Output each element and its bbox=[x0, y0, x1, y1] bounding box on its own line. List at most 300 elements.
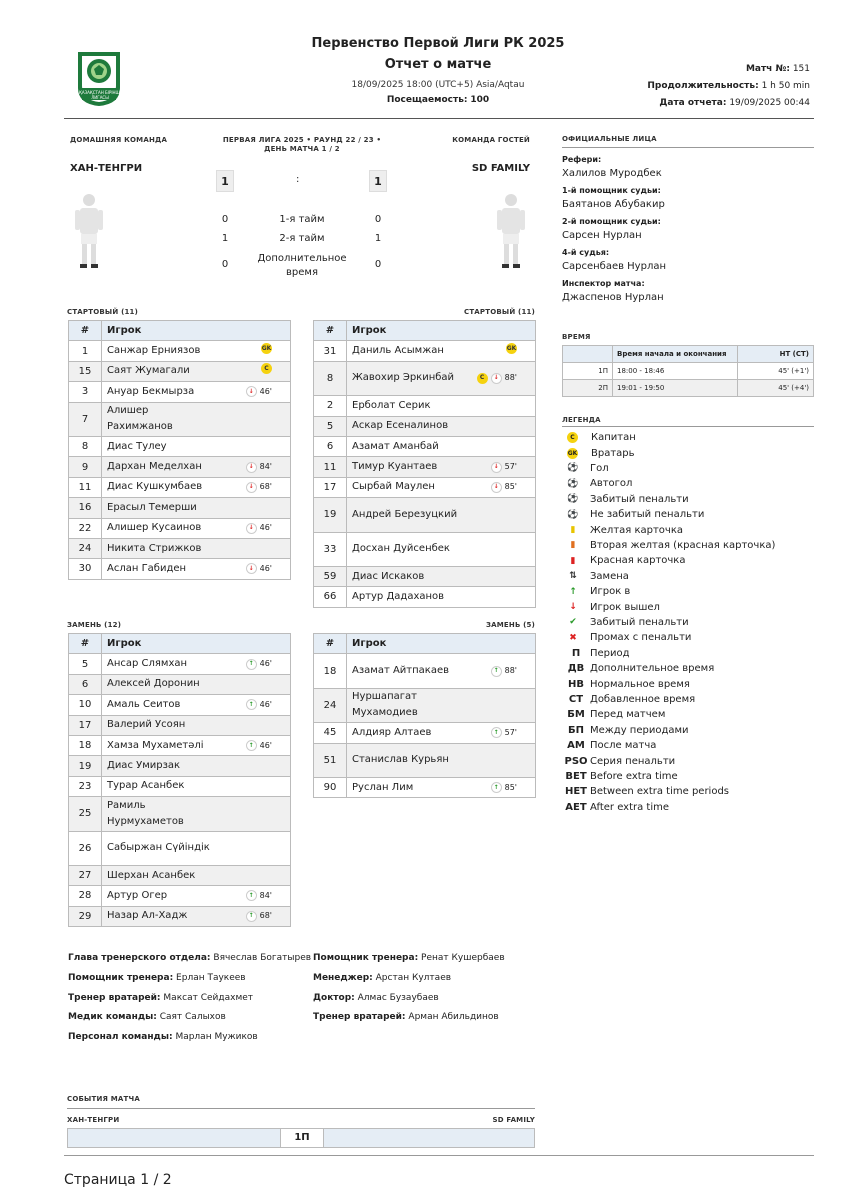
player-cell bbox=[102, 436, 291, 456]
goalkeeper-icon: GK bbox=[261, 343, 272, 354]
legend-icon: ⚽ bbox=[567, 463, 579, 474]
home-staff-line: Глава тренерского отдела: Вячеслав Богатырев bbox=[68, 953, 312, 963]
legend-label: Between extra time periods bbox=[590, 786, 730, 798]
player-in-icon: ↑ bbox=[246, 911, 257, 922]
player-row bbox=[314, 477, 536, 497]
official-name: Сарсен Нурлан bbox=[562, 230, 642, 241]
period-away-score: 0 bbox=[374, 259, 382, 270]
legend-label: Before extra time bbox=[590, 770, 678, 782]
player-name: Станислав Курьян bbox=[352, 754, 449, 766]
legend-label: Желтая карточка bbox=[590, 524, 683, 536]
player-name: Нуршапагат Мухамодиев bbox=[352, 691, 418, 719]
legend-item bbox=[566, 522, 683, 537]
legend-icon: НВ bbox=[568, 678, 584, 690]
player-name: Ансар Слямхан bbox=[107, 658, 188, 670]
events-away: SD FAMILY bbox=[492, 1116, 535, 1124]
player-events bbox=[246, 479, 272, 495]
legend-icon: ▮ bbox=[570, 540, 576, 551]
event-minute: 84' bbox=[259, 890, 272, 900]
player-out-icon: ↓ bbox=[491, 373, 502, 384]
player-out-icon: ↓ bbox=[491, 482, 502, 493]
event-minute: 57' bbox=[504, 727, 517, 737]
official-role: 1-й помощник судьи: bbox=[562, 186, 661, 195]
player-name: Саят Жумагали bbox=[107, 365, 190, 377]
player-name: Алишер Кусаинов bbox=[107, 522, 202, 534]
player-name: Азамат Айтпакаев bbox=[352, 665, 450, 677]
player-number: 19 bbox=[69, 756, 102, 776]
legend-label: After extra time bbox=[590, 801, 670, 813]
legend-icon: ⇅ bbox=[569, 571, 577, 582]
player-cell bbox=[102, 341, 291, 361]
player-cell bbox=[347, 396, 536, 416]
player-row bbox=[314, 723, 536, 743]
player-name: Ерасыл Темерши bbox=[107, 501, 197, 513]
event-minute: 46' bbox=[259, 740, 272, 750]
player-number: 45 bbox=[314, 723, 347, 743]
player-number: 17 bbox=[69, 715, 102, 735]
legend-label: Период bbox=[590, 647, 630, 659]
player-cell bbox=[347, 477, 536, 497]
player-name: Диас Искаков bbox=[352, 570, 425, 582]
event-minute: 85' bbox=[504, 782, 517, 792]
player-cell bbox=[102, 797, 291, 831]
player-row bbox=[69, 715, 291, 735]
away-kit-figure bbox=[494, 190, 528, 272]
legend-item bbox=[566, 430, 636, 445]
player-cell bbox=[102, 457, 291, 477]
player-name: Санжар Ерниязов bbox=[107, 345, 201, 357]
legend-icon: ⚽ bbox=[567, 494, 579, 505]
player-in-icon: ↑ bbox=[246, 699, 257, 710]
time-title: ВРЕМЯ bbox=[562, 333, 591, 341]
player-number: 5 bbox=[69, 654, 102, 674]
player-name: Диас Умирзак bbox=[107, 760, 181, 772]
player-out-icon: ↓ bbox=[246, 462, 257, 473]
player-cell bbox=[347, 361, 536, 395]
player-number: 6 bbox=[69, 674, 102, 694]
player-row bbox=[314, 457, 536, 477]
player-cell bbox=[102, 886, 291, 906]
player-name: Назар Ал-Хадж bbox=[107, 910, 188, 922]
legend-item bbox=[566, 753, 675, 768]
legend-icon: HET bbox=[564, 786, 588, 798]
legend-icon: BET bbox=[565, 770, 587, 782]
away-staff-line: Менеджер: Арстан Култаев bbox=[313, 973, 452, 983]
legend-label: Игрок в bbox=[590, 586, 631, 598]
legend-label: Промах с пенальти bbox=[590, 632, 692, 644]
player-events bbox=[491, 780, 517, 796]
legend-icon: ✖ bbox=[569, 632, 577, 643]
legend-icon: PSO bbox=[564, 755, 588, 767]
player-cell bbox=[102, 559, 291, 579]
home-subs-title: ЗАМЕНЬ (12) bbox=[67, 621, 122, 629]
match-duration: Продолжительность: 1 h 50 min bbox=[647, 81, 810, 91]
home-kit-figure bbox=[72, 190, 106, 272]
player-in-icon: ↑ bbox=[246, 740, 257, 751]
player-events bbox=[506, 343, 517, 354]
player-out-icon: ↓ bbox=[246, 523, 257, 534]
legend-icon: ⚽ bbox=[567, 478, 579, 489]
legend-item bbox=[566, 800, 669, 815]
events-bar bbox=[67, 1128, 535, 1148]
player-number: 9 bbox=[69, 457, 102, 477]
event-minute: 46' bbox=[259, 699, 272, 709]
legend-item bbox=[566, 461, 609, 476]
player-name: Турар Асанбек bbox=[107, 780, 185, 792]
player-row bbox=[69, 906, 291, 926]
player-name: Жавохир Эркинбай bbox=[352, 372, 455, 384]
player-number: 15 bbox=[69, 361, 102, 381]
player-cell bbox=[102, 538, 291, 558]
player-number: 2 bbox=[314, 396, 347, 416]
player-cell bbox=[347, 723, 536, 743]
player-row bbox=[69, 498, 291, 518]
footer-divider bbox=[64, 1155, 814, 1156]
player-cell bbox=[102, 756, 291, 776]
official-name: Сарсенбаев Нурлан bbox=[562, 261, 667, 272]
player-row bbox=[69, 886, 291, 906]
legend-label: Забитый пенальти bbox=[590, 616, 689, 628]
official-name: Халилов Муродбек bbox=[562, 168, 662, 179]
player-number: 30 bbox=[69, 559, 102, 579]
player-events bbox=[491, 725, 517, 741]
period-label: 1-я тайм bbox=[279, 214, 325, 225]
player-out-icon: ↓ bbox=[246, 386, 257, 397]
player-events bbox=[491, 663, 517, 679]
player-name: Ерболат Серик bbox=[352, 399, 431, 411]
away-team-name: SD FAMILY bbox=[471, 163, 530, 174]
event-minute: 46' bbox=[259, 386, 272, 396]
player-row bbox=[69, 831, 291, 865]
player-cell bbox=[102, 518, 291, 538]
legend-label: Капитан bbox=[591, 432, 636, 444]
player-number: 25 bbox=[69, 797, 102, 831]
legend-item bbox=[566, 784, 729, 799]
player-name: Диас Тулеу bbox=[107, 440, 167, 452]
away-starting-table bbox=[313, 320, 536, 608]
player-row bbox=[69, 382, 291, 402]
report-title: Первенство Первой Лиги РК 2025 bbox=[311, 36, 565, 51]
event-minute: 46' bbox=[259, 523, 272, 533]
player-row bbox=[314, 688, 536, 722]
away-subs-title: ЗАМЕНЬ (5) bbox=[485, 621, 535, 629]
col-number-header: # bbox=[69, 634, 102, 654]
player-name: Дархан Меделхан bbox=[107, 461, 202, 473]
home-team-header: ДОМАШНЯЯ КОМАНДА bbox=[70, 136, 168, 144]
player-in-icon: ↑ bbox=[491, 782, 502, 793]
player-cell bbox=[347, 654, 536, 688]
events-period: 1П bbox=[280, 1128, 324, 1148]
player-row bbox=[314, 777, 536, 797]
player-number: 1 bbox=[69, 341, 102, 361]
legend-icon: ДВ bbox=[567, 663, 585, 675]
col-player-header: Игрок bbox=[347, 634, 536, 654]
officials-title: ОФИЦИАЛЬНЫЕ ЛИЦА bbox=[562, 135, 657, 143]
event-minute: 68' bbox=[259, 911, 272, 921]
player-name: Рамиль Нурмухаметов bbox=[107, 799, 184, 827]
official-role: 4-й судья: bbox=[562, 248, 610, 257]
away-team-header: КОМАНДА ГОСТЕЙ bbox=[452, 136, 530, 144]
player-number: 5 bbox=[314, 416, 347, 436]
col-number-header: # bbox=[314, 634, 347, 654]
player-name: Андрей Березуцкий bbox=[352, 508, 458, 520]
event-minute: 88' bbox=[504, 666, 517, 676]
player-number: 3 bbox=[69, 382, 102, 402]
player-cell bbox=[102, 865, 291, 885]
official-name: Джаспенов Нурлан bbox=[562, 292, 664, 303]
events-title: СОБЫТИЯ МАТЧА bbox=[67, 1095, 140, 1103]
period-away-score: 1 bbox=[374, 233, 382, 244]
player-row bbox=[314, 654, 536, 688]
legend-item bbox=[566, 615, 689, 630]
legend-label: Красная карточка bbox=[590, 555, 686, 567]
player-row bbox=[69, 695, 291, 715]
player-row bbox=[314, 361, 536, 395]
player-row bbox=[314, 532, 536, 566]
legend-item bbox=[566, 584, 630, 599]
player-out-icon: ↓ bbox=[246, 563, 257, 574]
player-row bbox=[69, 735, 291, 755]
player-cell bbox=[347, 498, 536, 532]
legend-label: Серия пенальти bbox=[590, 755, 676, 767]
player-number: 90 bbox=[314, 777, 347, 797]
player-name: Руслан Лим bbox=[352, 781, 414, 793]
away-staff-line: Тренер вратарей: Арман Абильдинов bbox=[313, 1012, 499, 1022]
player-cell bbox=[347, 743, 536, 777]
player-cell bbox=[102, 654, 291, 674]
player-number: 27 bbox=[69, 865, 102, 885]
player-events bbox=[261, 343, 272, 354]
player-cell bbox=[347, 587, 536, 607]
player-name: Амаль Сеитов bbox=[107, 698, 181, 710]
player-row bbox=[69, 559, 291, 579]
away-staff-line: Помощник тренера: Ренат Кушербаев bbox=[313, 953, 505, 963]
legend-item bbox=[566, 507, 704, 522]
event-minute: 84' bbox=[259, 462, 272, 472]
legend-icon: АМ bbox=[567, 740, 585, 752]
home-team-name: ХАН-ТЕНГРИ bbox=[70, 163, 143, 174]
player-row bbox=[69, 341, 291, 361]
player-number: 10 bbox=[69, 695, 102, 715]
legend-icon: БМ bbox=[567, 709, 585, 721]
player-cell bbox=[102, 776, 291, 796]
legend-icon: AET bbox=[565, 801, 587, 813]
player-row bbox=[69, 436, 291, 456]
page-number: Страница 1 / 2 bbox=[64, 1172, 172, 1188]
player-number: 29 bbox=[69, 906, 102, 926]
player-row bbox=[69, 797, 291, 831]
player-number: 28 bbox=[69, 886, 102, 906]
player-name: Валерий Усоян bbox=[107, 719, 186, 731]
player-name: Алексей Доронин bbox=[107, 678, 200, 690]
away-subs-table bbox=[313, 633, 536, 798]
player-cell bbox=[102, 402, 291, 436]
player-name: Тимур Куантаев bbox=[352, 461, 438, 473]
col-number-header: # bbox=[314, 321, 347, 341]
player-row bbox=[69, 457, 291, 477]
legend-label: После матча bbox=[590, 740, 657, 752]
legend-icon: БП bbox=[568, 724, 584, 736]
home-subs-table bbox=[68, 633, 291, 927]
player-name: Ануар Бекмырза bbox=[107, 385, 195, 397]
away-starting-title: СТАРТОВЫЙ (11) bbox=[463, 308, 535, 316]
period-home-score: 1 bbox=[221, 233, 229, 244]
period-home-score: 0 bbox=[221, 214, 229, 225]
legend-label: Вторая желтая (красная карточка) bbox=[590, 539, 776, 551]
player-row bbox=[69, 776, 291, 796]
player-name: Сабыржан Сүйіндік bbox=[107, 842, 210, 854]
time-table: Время начала и окончания HT (CT) 1П 18:00 - 18:46 45' (+1') 2П 19:01 - 19:50 45' (+4') bbox=[562, 345, 814, 397]
player-number: 19 bbox=[314, 498, 347, 532]
event-minute: 46' bbox=[259, 563, 272, 573]
player-cell bbox=[102, 674, 291, 694]
player-row bbox=[314, 416, 536, 436]
period-home-score: 0 bbox=[221, 259, 229, 270]
player-events bbox=[491, 479, 517, 495]
captain-icon: C bbox=[261, 363, 272, 374]
player-number: 11 bbox=[69, 477, 102, 497]
player-number: 31 bbox=[314, 341, 347, 361]
player-events bbox=[246, 697, 272, 713]
player-name: Алишер Рахимжанов bbox=[107, 405, 173, 433]
player-cell bbox=[347, 532, 536, 566]
legend-label: Гол bbox=[590, 462, 609, 474]
legend-label: Перед матчем bbox=[590, 709, 666, 721]
home-staff-line: Персонал команды: Марлан Мужиков bbox=[68, 1032, 258, 1042]
legend-item bbox=[566, 661, 714, 676]
player-name: Никита Стрижков bbox=[107, 542, 202, 554]
player-cell bbox=[102, 361, 291, 381]
legend-item bbox=[566, 476, 632, 491]
player-name: Даниль Асымжан bbox=[352, 345, 444, 357]
player-out-icon: ↓ bbox=[246, 482, 257, 493]
event-minute: 57' bbox=[504, 462, 517, 472]
away-goals: 1 bbox=[369, 170, 387, 192]
player-name: Азамат Аманбай bbox=[352, 440, 439, 452]
home-staff-line: Помощник тренера: Ерлан Таукеев bbox=[68, 973, 246, 983]
period-label: Дополнительное время bbox=[257, 253, 347, 278]
away-staff-line: Доктор: Алмас Бузаубаев bbox=[313, 993, 439, 1003]
col-player-header: Игрок bbox=[102, 321, 291, 341]
player-number: 11 bbox=[314, 457, 347, 477]
player-name: Алдияр Алтаев bbox=[352, 726, 432, 738]
official-role: Рефери: bbox=[562, 155, 602, 164]
player-cell bbox=[102, 498, 291, 518]
player-name: Диас Кушкумбаев bbox=[107, 481, 203, 493]
player-number: 7 bbox=[69, 402, 102, 436]
player-number: 6 bbox=[314, 436, 347, 456]
legend-item bbox=[566, 738, 656, 753]
player-cell bbox=[102, 831, 291, 865]
legend-icon: C bbox=[567, 432, 578, 443]
legend-divider bbox=[562, 426, 814, 427]
attendance: Посещаемость: 100 bbox=[386, 95, 490, 105]
score-separator: : bbox=[296, 174, 300, 185]
player-cell bbox=[347, 341, 536, 361]
period-away-score: 0 bbox=[374, 214, 382, 225]
player-in-icon: ↑ bbox=[246, 659, 257, 670]
legend-label: Вратарь bbox=[591, 447, 635, 459]
player-number: 23 bbox=[69, 776, 102, 796]
legend-icon: СТ bbox=[568, 693, 584, 705]
player-name: Шерхан Асанбек bbox=[107, 869, 196, 881]
legend-label: Нормальное время bbox=[590, 678, 690, 690]
home-staff-line: Медик команды: Саят Салыхов bbox=[68, 1012, 226, 1022]
player-number: 18 bbox=[314, 654, 347, 688]
player-events bbox=[246, 738, 272, 754]
logo-text: ҚАЗАҚСТАН БІРІНШІ ЛИГАСЫ bbox=[79, 90, 121, 100]
player-events bbox=[246, 888, 272, 904]
player-number: 24 bbox=[69, 538, 102, 558]
legend-label: Замена bbox=[590, 570, 629, 582]
player-cell bbox=[347, 688, 536, 722]
player-events bbox=[261, 363, 272, 374]
player-row bbox=[69, 654, 291, 674]
legend-label: Дополнительное время bbox=[590, 663, 715, 675]
player-name: Аскар Есеналинов bbox=[352, 420, 449, 432]
player-events bbox=[477, 370, 517, 386]
legend-item bbox=[566, 676, 690, 691]
player-name: Артур Огер bbox=[107, 889, 168, 901]
player-row bbox=[314, 396, 536, 416]
player-cell bbox=[102, 382, 291, 402]
player-number: 59 bbox=[314, 566, 347, 586]
player-cell bbox=[102, 715, 291, 735]
player-cell bbox=[347, 566, 536, 586]
round-info: ПЕРВАЯ ЛИГА 2025 • РАУНД 22 / 23 • ДЕНЬ МАТЧА 1 / 2 bbox=[222, 136, 382, 153]
player-row bbox=[314, 341, 536, 361]
player-number: 17 bbox=[314, 477, 347, 497]
player-events bbox=[246, 656, 272, 672]
legend-icon: ▮ bbox=[570, 525, 576, 536]
events-divider bbox=[67, 1108, 535, 1109]
event-minute: 85' bbox=[504, 482, 517, 492]
col-player-header: Игрок bbox=[347, 321, 536, 341]
player-number: 8 bbox=[314, 361, 347, 395]
legend-title: ЛЕГЕНДА bbox=[562, 416, 601, 424]
legend-item bbox=[566, 445, 635, 460]
player-number: 16 bbox=[69, 498, 102, 518]
player-cell bbox=[102, 735, 291, 755]
legend-item bbox=[566, 769, 678, 784]
legend-item bbox=[566, 538, 775, 553]
player-in-icon: ↑ bbox=[246, 890, 257, 901]
player-cell bbox=[102, 695, 291, 715]
player-row bbox=[69, 402, 291, 436]
official-role: 2-й помощник судьи: bbox=[562, 217, 661, 226]
legend-label: Игрок вышел bbox=[590, 601, 660, 613]
legend-icon: ⚽ bbox=[567, 509, 579, 520]
player-name: Хамза Мухаметәлі bbox=[107, 739, 204, 751]
official-name: Баятанов Абубакир bbox=[562, 199, 665, 210]
home-starting-table bbox=[68, 320, 291, 580]
player-cell bbox=[102, 906, 291, 926]
header-divider bbox=[64, 118, 814, 119]
home-staff-line: Тренер вратарей: Максат Сейдахмет bbox=[68, 993, 254, 1003]
player-number: 18 bbox=[69, 735, 102, 755]
col-number-header: # bbox=[69, 321, 102, 341]
player-cell bbox=[347, 777, 536, 797]
player-cell bbox=[102, 477, 291, 497]
event-minute: 68' bbox=[259, 482, 272, 492]
legend-label: Между периодами bbox=[590, 724, 689, 736]
legend-icon: ✔ bbox=[569, 617, 577, 628]
legend-icon: ↓ bbox=[569, 602, 577, 613]
player-out-icon: ↓ bbox=[491, 462, 502, 473]
legend-icon: GK bbox=[567, 449, 578, 457]
home-starting-title: СТАРТОВЫЙ (11) bbox=[67, 308, 139, 316]
player-cell bbox=[347, 457, 536, 477]
